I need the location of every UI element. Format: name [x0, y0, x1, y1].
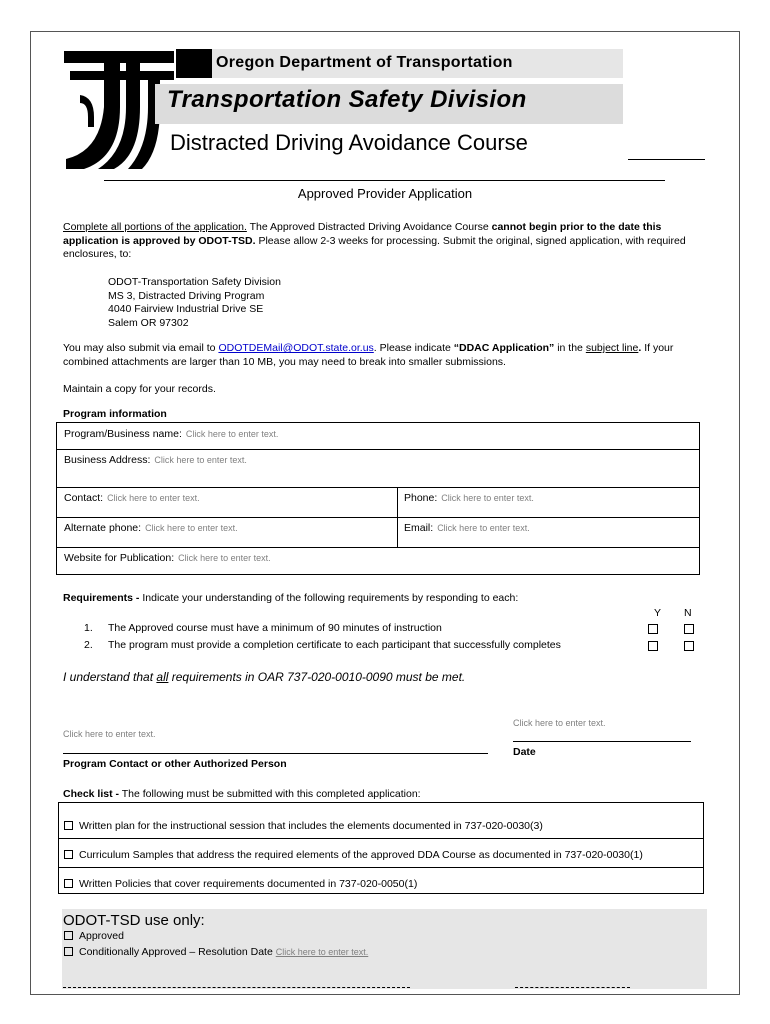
- division-title: Transportation Safety Division: [167, 86, 527, 113]
- requirement-number: 2.: [84, 639, 93, 651]
- email-text-1: You may also submit via email to: [63, 342, 219, 354]
- email-text-3: in the: [554, 342, 586, 354]
- phone-input[interactable]: Click here to enter text.: [441, 493, 534, 503]
- understand-text-2: requirements in OAR 737-020-0010-0090 must be met.: [168, 670, 466, 684]
- alt-phone-label: Alternate phone:: [64, 522, 142, 534]
- checklist-item-text: Curriculum Samples that address the required elements of the approved DDA Course as documented in 737-020-0030(1): [79, 849, 643, 861]
- understand-underlined: all: [156, 670, 169, 684]
- email-link[interactable]: ODOTDEMail@ODOT.state.or.us: [218, 342, 374, 354]
- checklist-item-text: Written plan for the instructional session that includes the elements documented in 737-020-0030(3): [79, 820, 543, 832]
- office-signature-line: [63, 987, 410, 988]
- checklist-item: [64, 820, 543, 832]
- checklist-item: [64, 878, 417, 890]
- checklist-item: [64, 849, 643, 861]
- conditional-option: [64, 946, 368, 958]
- understand-text-1: I understand that: [63, 670, 157, 684]
- intro-lead: Complete all portions of the application.: [63, 221, 247, 233]
- date-label: Date: [513, 746, 536, 758]
- date-input[interactable]: Click here to enter text.: [513, 718, 606, 728]
- signature-label: Program Contact or other Authorized Person: [63, 758, 287, 770]
- signature-line: [63, 753, 488, 754]
- checklist-intro: The following must be submitted with this completed application:: [119, 788, 421, 800]
- contact-input[interactable]: Click here to enter text.: [107, 493, 200, 503]
- intro-paragraph: [63, 221, 708, 262]
- requirement-2-yes-checkbox[interactable]: [648, 641, 658, 651]
- office-date-line: [515, 987, 630, 988]
- business-address-label: Business Address:: [64, 454, 151, 466]
- address-line: MS 3, Distracted Driving Program: [108, 289, 265, 302]
- requirement-2-no-checkbox[interactable]: [684, 641, 694, 651]
- checklist-paragraph: [63, 788, 708, 802]
- business-address-input[interactable]: Click here to enter text.: [154, 455, 247, 465]
- phone-field[interactable]: [397, 487, 541, 509]
- checklist-checkbox[interactable]: [64, 850, 73, 859]
- email-text-2: . Please indicate: [373, 342, 454, 354]
- signature-input[interactable]: Click here to enter text.: [63, 729, 156, 739]
- email-text-4: If your combined attachments are larger than 10 MB, you may need to break into smaller submissions.: [63, 342, 674, 368]
- requirements-paragraph: [63, 592, 708, 606]
- website-input[interactable]: Click here to enter text.: [178, 553, 271, 563]
- mailing-address: [108, 276, 281, 330]
- department-title: Oregon Department of Transportation: [216, 54, 513, 71]
- requirement-number: 1.: [84, 622, 93, 634]
- approved-label: Approved: [79, 930, 124, 942]
- email-bold-1: “DDAC Application”: [453, 342, 555, 354]
- course-title: Distracted Driving Avoidance Course: [170, 130, 528, 155]
- office-use-title: ODOT-TSD use only:: [63, 912, 205, 929]
- understanding-statement: [63, 670, 465, 684]
- business-address-field[interactable]: [57, 449, 254, 471]
- date-line: [513, 741, 691, 742]
- requirement-text: The program must provide a completion certificate to each participant that successfully completes: [108, 639, 561, 651]
- email-input[interactable]: Click here to enter text.: [437, 523, 530, 533]
- requirement-item: [84, 639, 561, 651]
- email-underlined: subject line: [585, 342, 639, 354]
- address-line: Salem OR 97302: [108, 316, 189, 329]
- requirements-intro: Indicate your understanding of the following requirements by responding to each:: [139, 592, 519, 604]
- checklist-checkbox[interactable]: [64, 821, 73, 830]
- business-name-field[interactable]: [57, 423, 285, 445]
- contact-field[interactable]: [57, 487, 207, 509]
- alt-phone-field[interactable]: [57, 517, 245, 539]
- header-rule-right: [628, 159, 705, 160]
- email-bold-2: .: [638, 342, 642, 354]
- conditional-label: Conditionally Approved – Resolution Date: [79, 946, 276, 958]
- email-field[interactable]: [397, 517, 537, 539]
- address-line: ODOT-Transportation Safety Division: [108, 276, 281, 288]
- requirement-1-no-checkbox[interactable]: [684, 624, 694, 634]
- website-label: Website for Publication:: [64, 552, 175, 564]
- conditional-checkbox[interactable]: [64, 947, 73, 956]
- business-name-label: Program/Business name:: [64, 428, 182, 440]
- requirement-item: [84, 622, 442, 634]
- requirements-heading: Requirements -: [63, 592, 140, 604]
- checklist-heading: Check list -: [63, 788, 120, 800]
- approved-checkbox[interactable]: [64, 931, 73, 940]
- email-label: Email:: [404, 522, 434, 534]
- intro-bold: cannot begin prior to the date this application is approved by ODOT-TSD.: [63, 221, 662, 247]
- alt-phone-input[interactable]: Click here to enter text.: [145, 523, 238, 533]
- approved-option: [64, 930, 124, 942]
- maintain-copy: Maintain a copy for your records.: [63, 383, 216, 395]
- business-name-input[interactable]: Click here to enter text.: [185, 429, 279, 439]
- checklist-item-text: Written Policies that cover requirements documented in 737-020-0050(1): [79, 878, 418, 890]
- form-title: Approved Provider Application: [297, 186, 473, 201]
- requirement-text: The Approved course must have a minimum of 90 minutes of instruction: [108, 622, 442, 634]
- requirement-1-yes-checkbox[interactable]: [648, 624, 658, 634]
- email-paragraph: [63, 342, 713, 369]
- intro-text-2: Please allow 2-3 weeks for processing. Submit the original, signed application, with required enclosures, to:: [63, 234, 686, 260]
- program-info-heading: Program information: [63, 408, 167, 420]
- checklist-checkbox[interactable]: [64, 879, 73, 888]
- no-column-header: N: [684, 607, 692, 619]
- header-rule: [104, 180, 665, 181]
- intro-text-1: The Approved Distracted Driving Avoidance Course: [246, 221, 492, 233]
- website-field[interactable]: [57, 547, 278, 569]
- contact-label: Contact:: [64, 492, 104, 504]
- program-info-table: [56, 422, 700, 575]
- yes-column-header: Y: [654, 607, 662, 619]
- resolution-date-input[interactable]: Click here to enter text.: [275, 947, 369, 957]
- address-line: 4040 Fairview Industrial Drive SE: [108, 303, 264, 315]
- phone-label: Phone:: [404, 492, 438, 504]
